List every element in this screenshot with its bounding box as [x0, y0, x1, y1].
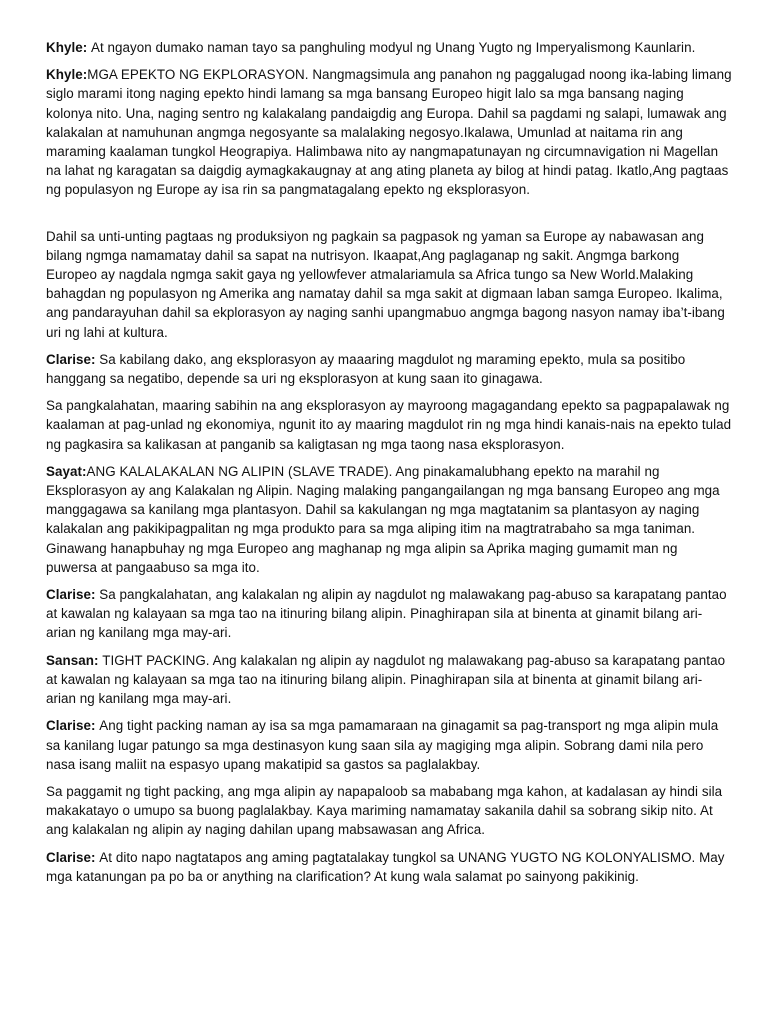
speaker-separator: : [91, 587, 100, 603]
paragraph-11 [46, 848, 732, 886]
speaker-separator: : [82, 40, 91, 55]
paragraph-text: Sa kabilang dako, ang eksplorasyon ay maaaring magdulot ng maraming epekto, mula sa positibo hanggang sa negatibo, depende sa uri ng eksplorasyon at kung saan ito ginagawa. [46, 351, 686, 387]
paragraph-9 [46, 716, 732, 774]
paragraph-2 [46, 65, 732, 199]
document-page [46, 38, 732, 894]
paragraph-text: MGA EPEKTO NG EKPLORASYON. Nangmagsimula ang panahon ng paggalugad noong ika-labing limang siglo marami itong naging epekto hindi lamang sa mga bansang Europeo higit lalo sa mga bansang naging kolonya nito. Una, naging sentro ng kalakalang pandaigdig ang Europa. Dahil sa pagdami ng salapi, lumawak ang kalakalan at namuhunan angmga negosyante sa malalaking negosyo.Ikalawa, Umunlad at naitama rin ang maraming kaalaman tungkol Heograpiya. Halimbawa nito ay nangmapatunayan ng circumnavigation ni Magellan na lahat ng karagatan sa daigdig aymagkakaugnay at ang ating planeta ay bilog at hindi patag. Ikatlo,Ang pagtaas ng populasyon ng Europe ay isa rin sa pangmatagalang epekto ng eksplorasyon. [46, 67, 732, 198]
paragraph-1 [46, 38, 732, 57]
paragraph-5 [46, 396, 732, 454]
paragraph-text: Sa pangkalahatan, ang kalakalan ng alipin ay nagdulot ng malawakang pag-abuso sa karapatang pantao at kawalan ng kalayaan sa mga tao na itinuring bilang alipin. Pinaghirapan sila at binenta at ginamit bilang ari-arian ng kanilang mga may-ari. [46, 587, 727, 641]
paragraph-text: Sa paggamit ng tight packing, ang mga alipin ay napapaloob sa mababang mga kahon, at kadalasan ay hindi sila makakatayo o umupo sa buong paglalakbay. Kaya mariming namamatay sakanila dahil sa sobrang sikip nito. At ang kalakalan ng alipin ay naging dahilan upang mabsawasan ang Africa. [46, 783, 723, 838]
paragraph-3 [46, 227, 732, 342]
speaker-separator: : [91, 849, 100, 865]
speaker-name: Sayat [46, 463, 82, 479]
speaker-separator: : [81, 463, 87, 479]
speaker-name: Clarise [46, 587, 92, 603]
paragraph-10 [46, 782, 732, 840]
speaker-separator: : [93, 652, 103, 668]
paragraph-text: Ang tight packing naman ay isa sa mga pamamaraan na ginagamit sa pag-transport ng mga alipin mula sa kanilang lugar patungo sa mga destinasyon kung saan sila ay magiging mga alipin. Sobrang dami nila pero nasa isang maliit na espasyo upang makatipid sa gastos sa paglalakbay. [46, 718, 719, 772]
paragraph-7 [46, 585, 732, 643]
paragraph-6 [46, 462, 732, 577]
paragraph-text: ANG KALALAKALAN NG ALIPIN (SLAVE TRADE). Ang pinakamalubhang epekto na marahil ng Eksplorasyon ay ang Kalakalan ng Alipin. Naging malaking pangangailangan ng mga bansang Europeo ang mga manggagawa sa kanilang mga plantasyon. Dahil sa kakulangan ng mga magtatanim sa plantasyon ay naging kalakalan ang pakikipagpalitan ng mga produkto para sa mga aliping itim na magtratrabaho sa mga taniman. Ginawang hanapbuhay ng mga Europeo ang maghanap ng mga alipin sa Aprika maging gumamit man ng puwersa at pangaabuso sa mga ito. [46, 463, 720, 575]
speaker-separator: : [91, 718, 100, 734]
paragraph-4 [46, 350, 732, 388]
speaker-separator: : [82, 67, 88, 83]
speaker-separator: : [91, 351, 100, 367]
speaker-name: Khyle [46, 67, 83, 83]
paragraph-text: At dito napo nagtatapos ang aming pagtatalakay tungkol sa UNANG YUGTO NG KOLONYALISMO. May mga katanungan pa po ba or anything na clarification? At kung wala salamat po sainyong pakikinig. [46, 849, 725, 884]
speaker-name: Clarise [46, 718, 92, 734]
speaker-name: Khyle [46, 40, 83, 55]
paragraph-text: Sa pangkalahatan, maaring sabihin na ang eksplorasyon ay mayroong magagandang epekto sa pagpapalawak ng kaalaman at pag-unlad ng ekonomiya, ngunit ito ay maaring magdulot rin ng mga hindi kanais-nais na epekto tulad ng pagkasira sa kalikasan at panganib sa kaligtasan ng mga taong nasa eksplorasyon. [46, 398, 732, 452]
speaker-name: Sansan [46, 652, 94, 668]
paragraph-text: TIGHT PACKING. Ang kalakalan ng alipin ay nagdulot ng malawakang pag-abuso sa karapatang pantao at kawalan ng kalayaan sa mga tao na itinuring bilang alipin. Pinaghirapan sila at binenta at ginamit bilang ari-arian ng kanilang mga may-ari. [46, 652, 726, 707]
paragraph-text: At ngayon dumako naman tayo sa panghuling modyul ng Unang Yugto ng Imperyalismong Kaunlarin. [91, 40, 696, 55]
paragraph-text: Dahil sa unti-unting pagtaas ng produksiyon ng pagkain sa pagpasok ng yaman sa Europe ay nabawasan ang bilang ngmga namamatay dahil sa sapat na nutrisyon. Ikaapat,Ang paglaganap ng sakit. Angmga barkong Europeo ay nagdala ngmga sakit gaya ng yellowfever atmalariamula sa Africa tungo sa New World.Malaking bahagdan ng populasyon ng Amerika ang namatay dahil sa mga sakit at digmaan laban samga Europeo. Ikalima, ang pandarayuhan dahil sa ekplorasyon ay naging sanhi upangmabuo angmga bagong nasyon namay iba’t-ibang uri ng lahi at kultura. [46, 228, 725, 340]
paragraph-8 [46, 651, 732, 709]
speaker-name: Clarise [46, 351, 92, 367]
speaker-name: Clarise [46, 849, 92, 865]
